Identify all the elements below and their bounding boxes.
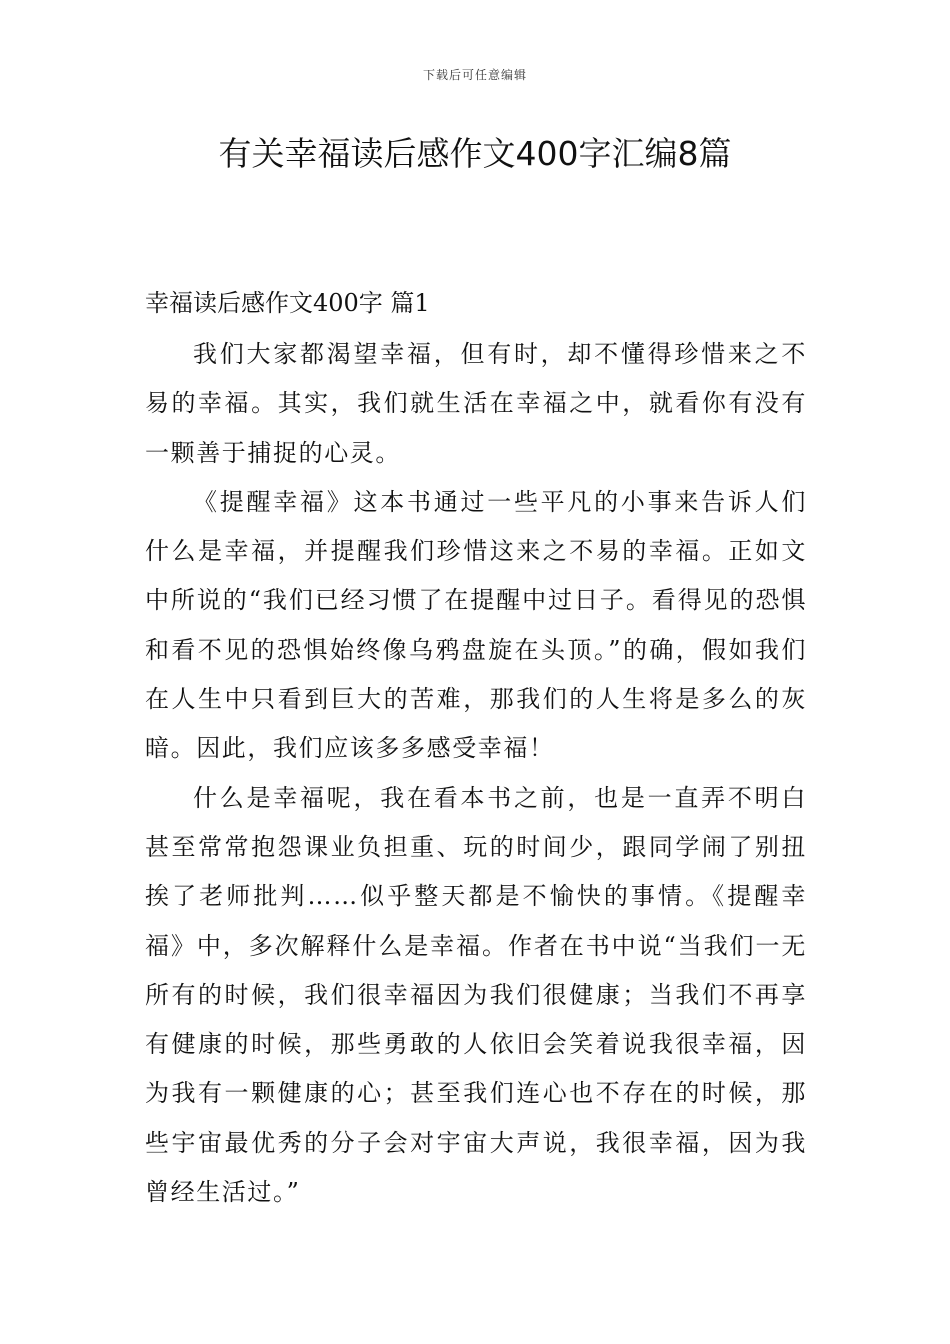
header-note: 下载后可任意编辑 [422,68,527,82]
section-heading: 幸福读后感作文400字 篇1 [145,289,430,317]
paragraph-2: 《提醒幸福》这本书通过一些平凡的小事来告诉人们什么是幸福，并提醒我们珍惜这来之不易的幸福。正如文中所说的“我们已经习惯了在提醒中过日子。看得见的恐惧和看不见的恐惧始终像乌鸦盘旋在头顶。”的确，假如我们在人生中只看到巨大的苦难，那我们的人生将是多么的灰暗。因此，我们应该多多感受幸福！ [145,487,807,763]
document-body [145,280,807,1217]
document-title: 有关幸福读后感作文400字汇编8篇 [218,134,732,173]
paragraph-3: 什么是幸福呢，我在看本书之前，也是一直弄不明白甚至常常抱怨课业负担重、玩的时间少，跟同学闹了别扭挨了老师批判……似乎整天都是不愉快的事情。《提醒幸福》中，多次解释什么是幸福。作者在书中说“当我们一无所有的时候，我们很幸福因为我们很健康；当我们不再享有健康的时候，那些勇敢的人依旧会笑着说我很幸福，因为我有一颗健康的心；甚至我们连心也不存在的时候，那些宇宙最优秀的分子会对宇宙大声说，我很幸福，因为我曾经生活过。” [145,783,807,1207]
paragraph-1: 我们大家都渴望幸福，但有时，却不懂得珍惜来之不易的幸福。其实，我们就生活在幸福之中，就看你有没有一颗善于捕捉的心灵。 [145,340,807,467]
